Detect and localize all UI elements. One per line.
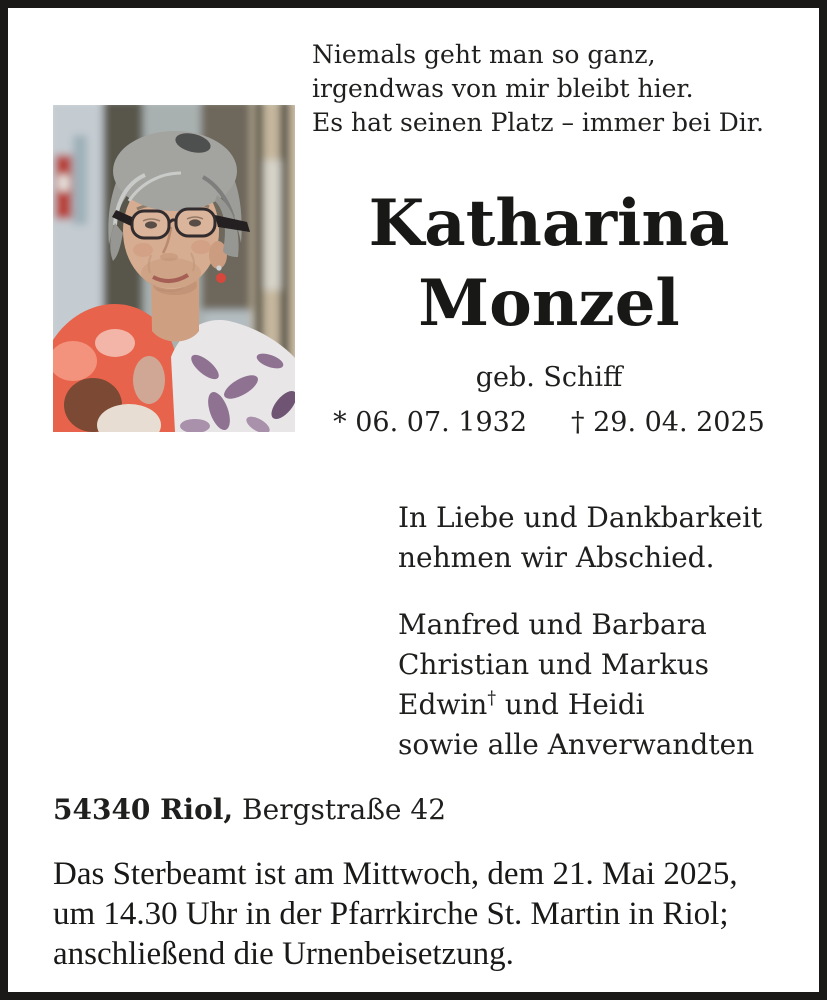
- deceased-first-name: Katharina: [368, 186, 730, 261]
- farewell-line: In Liebe und Dankbarkeit: [398, 501, 763, 534]
- deceased-dagger: †: [487, 688, 497, 709]
- mourner-line: [398, 685, 754, 725]
- verse-line: Niemals geht man so ganz,: [312, 40, 656, 69]
- farewell-line: nehmen wir Abschied.: [398, 541, 715, 574]
- portrait-photo: [53, 105, 295, 432]
- mourners-list: [398, 605, 754, 765]
- deceased-name: [303, 184, 795, 344]
- maiden-name: geb. Schiff: [475, 362, 623, 393]
- mourner-line: Christian und Markus: [398, 648, 710, 681]
- farewell-text: [398, 498, 762, 578]
- mourner-line: Manfred und Barbara: [398, 608, 707, 641]
- life-dates: [303, 405, 795, 441]
- verse-line: irgendwas von mir bleibt hier.: [312, 74, 694, 103]
- deceased-last-name: Monzel: [418, 266, 680, 341]
- service-line: Das Sterbeamt ist am Mittwoch, dem 21. Mai 2025,: [53, 856, 738, 892]
- address-street: Bergstraße 42: [242, 793, 447, 826]
- opening-verse: [312, 38, 764, 140]
- earring: [216, 273, 226, 283]
- birth-date: * 06. 07. 1932: [333, 407, 527, 438]
- service-line: anschließend die Urnenbeisetzung.: [53, 936, 514, 972]
- death-date: † 29. 04. 2025: [571, 407, 765, 438]
- verse-line: Es hat seinen Platz – immer bei Dir.: [312, 108, 764, 137]
- address-city: 54340 Riol,: [53, 793, 234, 826]
- mourner-name: Edwin: [398, 688, 488, 721]
- address-line: [53, 792, 446, 828]
- service-info: [53, 854, 738, 974]
- mourner-line: sowie alle Anverwandten: [398, 728, 755, 761]
- service-line: um 14.30 Uhr in der Pfarrkirche St. Martin in Riol;: [53, 896, 729, 932]
- mourner-rest: und Heidi: [504, 688, 645, 721]
